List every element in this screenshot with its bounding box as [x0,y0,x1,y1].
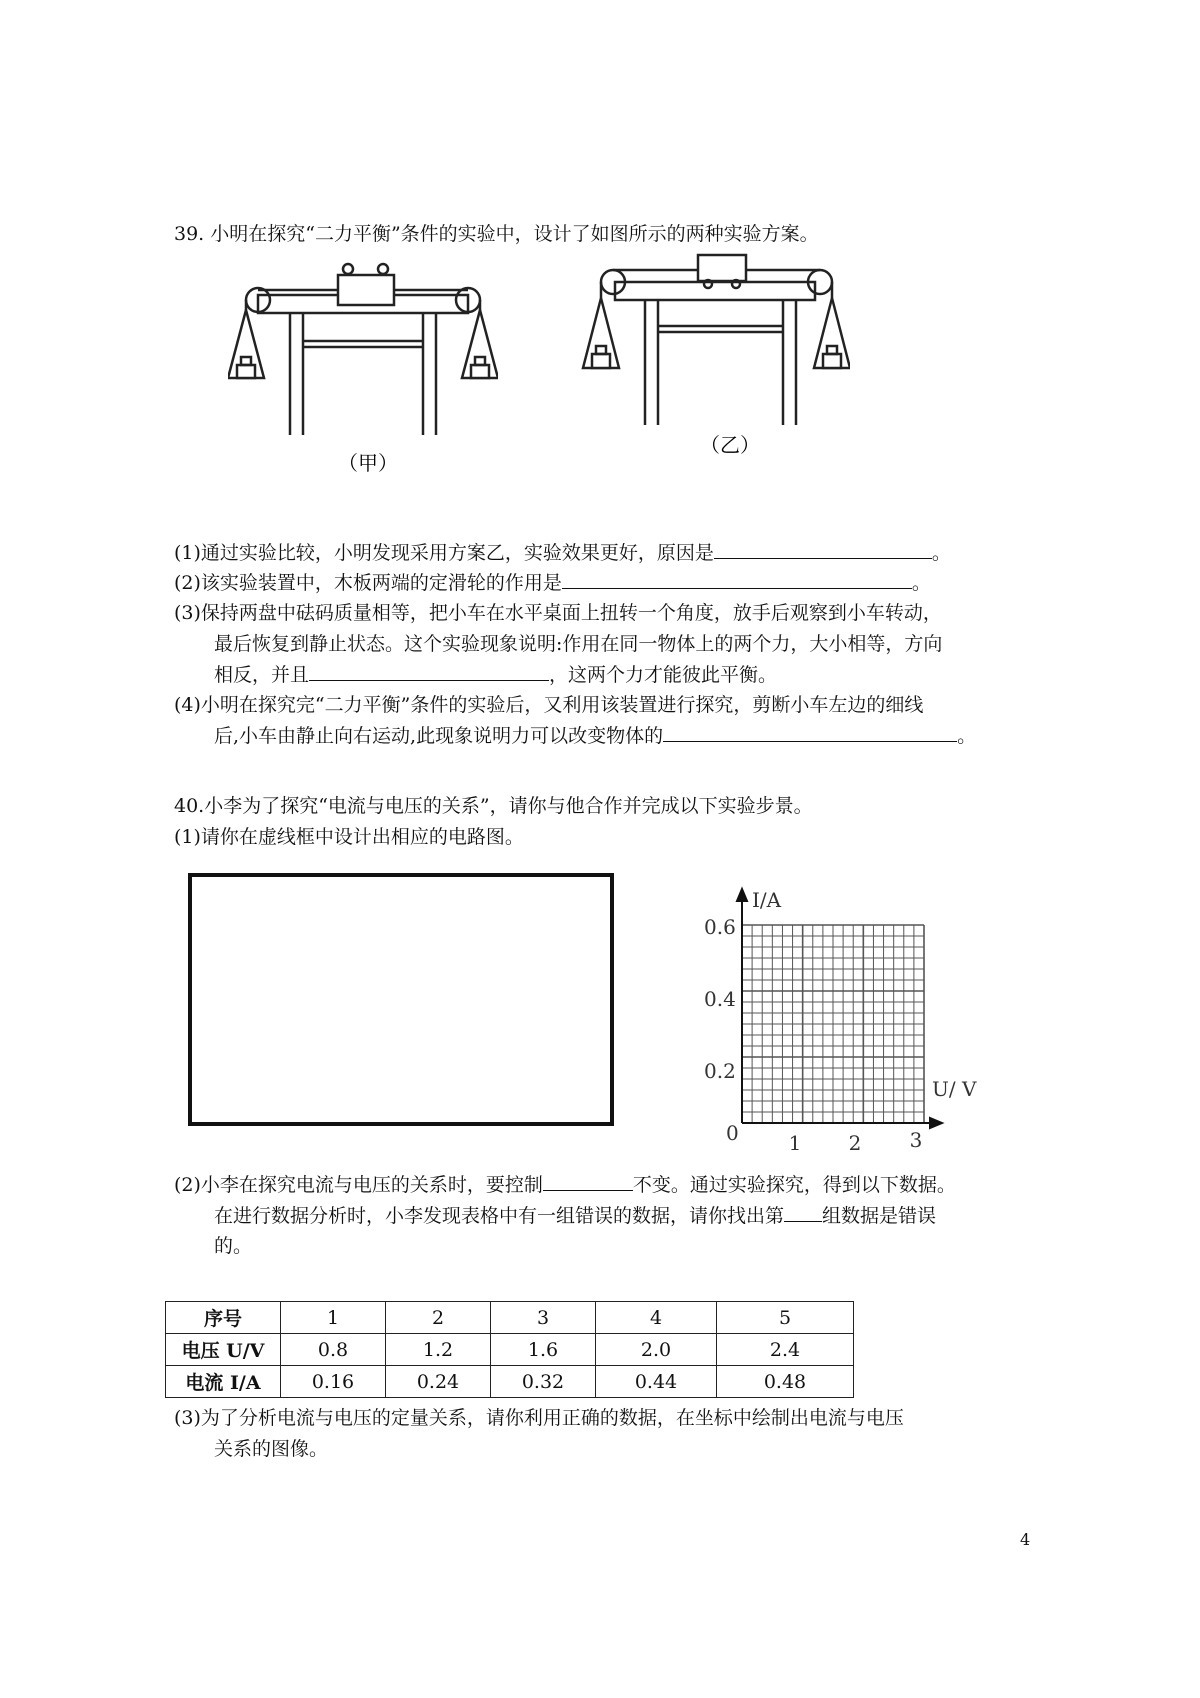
table-row-header: 电流 I/A [166,1366,281,1398]
q40-part3-line1: (3)为了分析电流与电压的定量关系，请你利用正确的数据，在坐标中绘制出电流与电压 [174,1407,904,1429]
q40-part1: (1)请你在虚线框中设计出相应的电路图。 [174,826,524,848]
table-cell: 3 [491,1302,596,1334]
table-row [166,1366,854,1398]
figure-label-yi: （乙） [700,433,760,457]
q39-part4-text: 后,小车由静止向右运动,此现象说明力可以改变物体的 [214,725,664,747]
data-table [165,1301,854,1398]
circuit-drawing-box[interactable] [188,873,614,1126]
origin-label: 0 [726,1121,739,1145]
answer-blank[interactable] [562,570,912,589]
answer-blank[interactable] [663,723,957,742]
q40-part2-line1 [174,1172,956,1197]
figure-label-jia: （甲） [338,451,398,475]
q39-part3-line1: (3)保持两盘中砝码质量相等，把小车在水平桌面上扭转一个角度，放手后观察到小车转动， [174,602,942,624]
table-cell: 2 [386,1302,491,1334]
table-cell: 4 [596,1302,717,1334]
q40-part2-line3: 的。 [214,1235,253,1257]
q40-part2-text-cont: 组数据是错误 [822,1205,937,1227]
q40-part3-line2: 关系的图像。 [214,1438,329,1460]
table-cell: 0.24 [386,1366,491,1398]
answer-blank[interactable] [309,662,549,681]
answer-blank[interactable] [784,1203,822,1222]
table-cell: 5 [717,1302,854,1334]
q40-part2-text: 在进行数据分析时，小李发现表格中有一组错误的数据，请你找出第 [214,1205,785,1227]
table-cell: 0.44 [596,1366,717,1398]
q39-part1 [174,540,951,565]
q39-part1-text: (1)通过实验比较，小明发现采用方案乙，实验效果更好，原因是 [174,542,714,564]
x-tick-label: 2 [848,1131,862,1150]
table-row [166,1302,854,1334]
answer-blank[interactable] [543,1172,633,1191]
q39-part4-line1: (4)小明在探究完“二力平衡”条件的实验后，又利用该装置进行探究，剪断小车左边的细线 [174,694,924,716]
q39-part3-end: ，这两个力才能彼此平衡。 [549,664,778,686]
table-cell: 1 [281,1302,386,1334]
q40-stem: 40.小李为了探究“电流与电压的关系”，请你与他合作并完成以下实验步景。 [174,795,813,817]
x-tick-label: 3 [909,1128,923,1150]
table-cell: 0.16 [281,1366,386,1398]
table-cell: 0.48 [717,1366,854,1398]
table-cell: 2.0 [596,1334,717,1366]
apparatus-figure-yi [580,250,850,470]
x-tick-label: 1 [788,1131,802,1150]
y-tick-label: 0.2 [704,1059,736,1083]
y-axis-label: I/A [752,888,782,912]
answer-blank[interactable] [714,540,932,559]
q40-part2-line2 [214,1203,936,1228]
q39-part4-end: 。 [957,725,977,747]
current-voltage-graph[interactable] [700,885,980,1150]
q40-part2-text: (2)小李在探究电流与电压的关系时，要控制 [174,1174,543,1196]
q39-part3-text: 相反，并且 [214,664,310,686]
y-tick-label: 0.4 [704,987,736,1011]
q39-part2-end: 。 [911,572,931,594]
q39-part2 [174,570,931,595]
x-axis-label: U/ V [932,1077,977,1101]
table-cell: 1.2 [386,1334,491,1366]
table-cell: 2.4 [717,1334,854,1366]
q39-part4-line2 [214,723,976,748]
table-row-header: 序号 [166,1302,281,1334]
apparatus-figure-jia [228,255,498,480]
table-cell: 1.6 [491,1334,596,1366]
table-cell: 0.32 [491,1366,596,1398]
q39-stem: 39. 小明在探究“二力平衡”条件的实验中，设计了如图所示的两种实验方案。 [174,223,819,245]
q40-part2-text-cont: 不变。通过实验探究，得到以下数据。 [632,1174,956,1196]
table-cell: 0.8 [281,1334,386,1366]
y-tick-label: 0.6 [704,915,736,939]
q39-part3-line3 [214,662,777,687]
table-row-header: 电压 U/V [166,1334,281,1366]
q39-part1-end: 。 [931,542,951,564]
table-row [166,1334,854,1366]
page-number: 4 [1020,1530,1031,1549]
q39-part2-text: (2)该实验装置中，木板两端的定滑轮的作用是 [174,572,562,594]
q39-part3-line2: 最后恢复到静止状态。这个实验现象说明:作用在同一物体上的两个力，大小相等，方向 [214,633,943,655]
